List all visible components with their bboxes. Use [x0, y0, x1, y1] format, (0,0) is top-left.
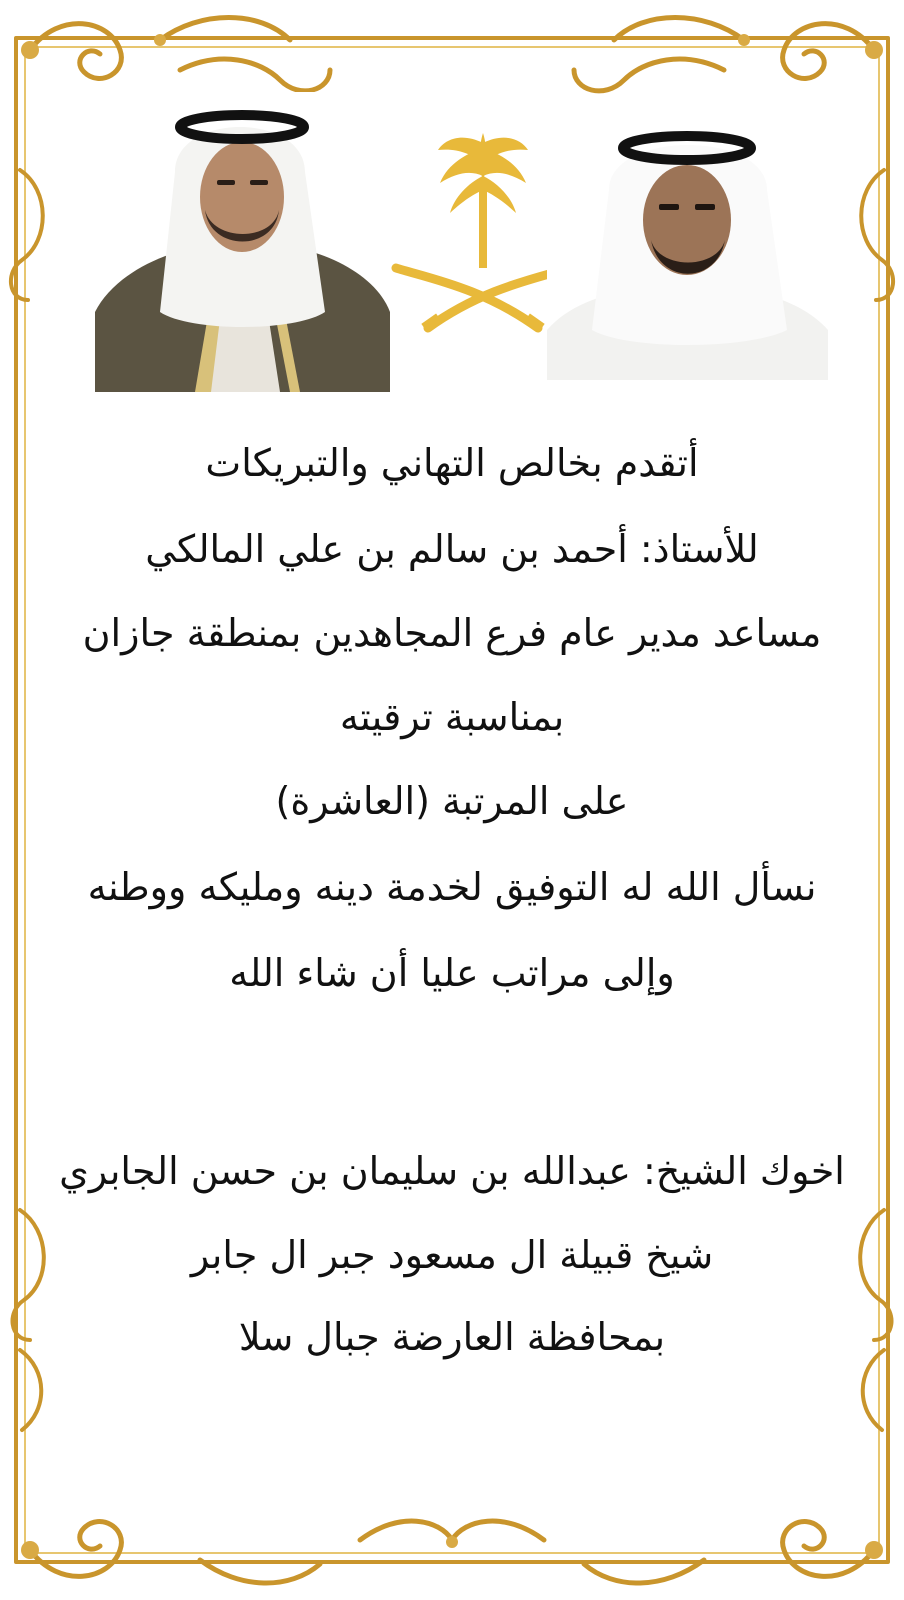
message-line-7: وإلى مراتب عليا أن شاء الله — [229, 951, 675, 995]
congratulation-message — [40, 430, 864, 1010]
sender-line-2: شيخ قبيلة ال مسعود جبر ال جابر — [190, 1233, 714, 1277]
message-line-2: للأستاذ: أحمد بن سالم بن علي المالكي — [145, 527, 759, 571]
left-portrait-image — [95, 92, 390, 392]
message-line-4: بمناسبة ترقيته — [339, 695, 565, 739]
sender-signature — [40, 1140, 864, 1370]
bottom-ornament-icon — [0, 1480, 904, 1600]
message-line-1: أتقدم بخالص التهاني والتبريكات — [205, 441, 699, 485]
sender-line-1: اخوك الشيخ: عبدالله بن سليمان بن حسن الجابري — [59, 1149, 845, 1193]
message-line-3: مساعد مدير عام فرع المجاهدين بمنطقة جازان — [82, 611, 822, 655]
message-line-6: نسأل الله له التوفيق لخدمة دينه ومليكه ووطنه — [87, 865, 817, 909]
right-portrait-image — [547, 120, 828, 380]
message-line-5: على المرتبة (العاشرة) — [275, 779, 629, 823]
sender-line-3: بمحافظة العارضة جبال سلا — [238, 1315, 666, 1359]
